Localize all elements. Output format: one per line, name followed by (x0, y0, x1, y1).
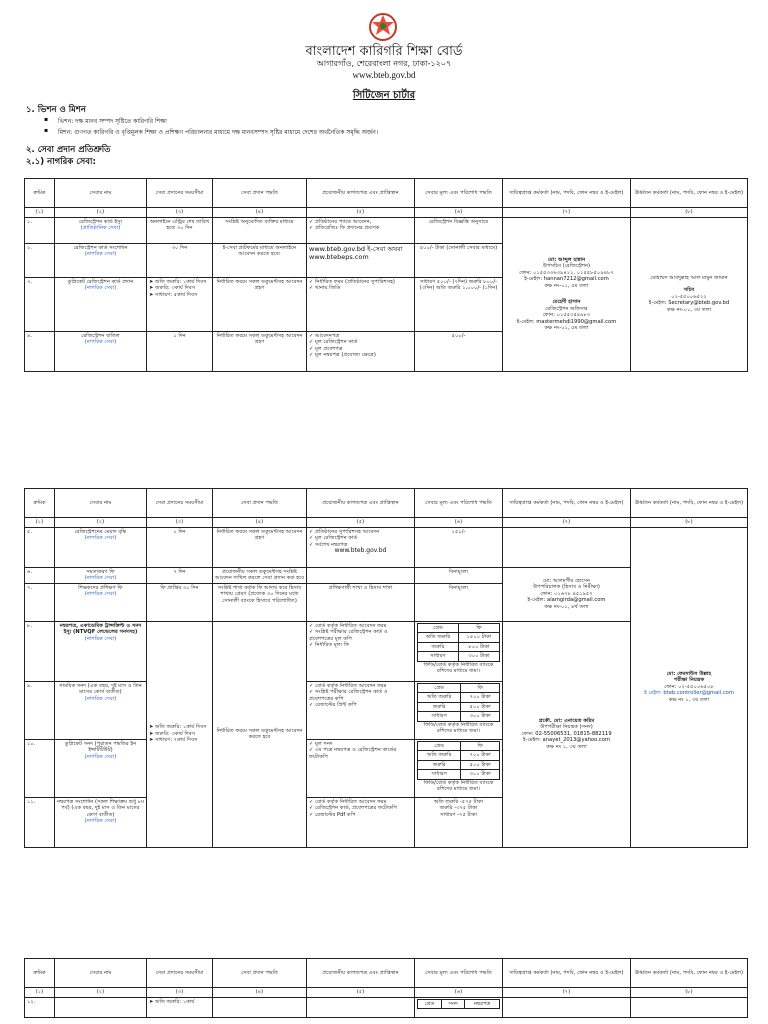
officer-cell-empty (503, 527, 631, 567)
col-number: (১) (25, 988, 55, 998)
fee-table (417, 623, 500, 662)
service-name: নম্বরপত্র সংশোধন (সকল শিক্ষাক্রম শুধু ৮ম পর্ব) (এক বছর, দুই মাস ও তিন মাসের কোর্স ব্যতীত) (57, 798, 144, 818)
officer-title: রেজিস্ট্রেশন অফিসার (545, 305, 588, 312)
doc-item: ✓ মূল প্রবেশপত্র (309, 346, 412, 353)
service-tag: (নাগরিক সেবা) (84, 285, 117, 291)
table-header-row (25, 959, 748, 988)
time-item: ➤ অতি জরুরি: ১কার্য দিবস (149, 724, 210, 731)
doc-item: ✓ সংশ্লিষ্ট পরীক্ষার রেজিস্ট্রেশন কার্ড ও প্রবেশপত্রের মূল কপি (309, 629, 412, 642)
officer-title: উপপরিচালক (হিসাব ও নিরীক্ষা) (533, 584, 600, 591)
fee-amount: ৫০০ টাকা (461, 702, 500, 712)
doc-item: ✓ বোর্ড কর্তৃক নির্ধারিত আবেদন ফরম (309, 799, 412, 806)
officer-phone: ফোন: 02-55006531, 01815-882119 (521, 730, 612, 737)
officer-title: উপপরীক্ষা নিয়ন্ত্রক (সনদ) (540, 724, 593, 731)
col-number: (৫) (307, 518, 415, 528)
fee-amount: ৩০০ টাকা (458, 652, 499, 662)
col-header: দায়িত্বপ্রাপ্ত কর্মকর্তা (নাম, পদবি, ফোন নম্বর ও ই-মেইল) (503, 489, 631, 518)
service-method: প্রয়োজনীয় সকল ডকুমেন্টসহ সংশ্লিষ্ট আবেদন দাখিল করলে সেবা প্রদান করা হবে (213, 567, 307, 583)
col-number: (৩) (147, 208, 213, 218)
doc-item: ✓ সর্বশেষ নম্বরপত্র (309, 542, 412, 549)
col-number: (১) (25, 208, 55, 218)
service-time: ফি প্রাপ্তির ৩০ দিন (147, 583, 213, 621)
service-name: শিক্ষকদের প্রশিক্ষণ ফি (78, 584, 123, 591)
officer-title: উপসচিব (রেজিস্ট্রেশন) (542, 263, 591, 269)
col-number: (৭) (503, 988, 631, 998)
service-tag: (নাগরিক সেবা) (84, 753, 117, 760)
col-number: (৭) (503, 208, 631, 218)
fee-head: ফি (458, 623, 499, 633)
charter-title: সিটিজেন চার্টার (352, 90, 416, 101)
col-number: (২) (55, 208, 147, 218)
row-no: ৬. (25, 567, 55, 583)
vision-heading: ১. ভিশন ও মিশন (26, 105, 87, 115)
fee-note: ফিডি/বোর্ড কর্তৃক নির্ধারিত ব্যাংকে রশিদের মাধ্যমে জমা। (423, 721, 494, 734)
fee-grade: অতি জরুরি (418, 751, 461, 761)
doc-item: ✓ নির্ধারিত ফরম (প্রতিষ্ঠানের সুপারিশসহ) (309, 279, 412, 286)
time-item: ➤ অতি জরুরি: ১কার্য (149, 999, 210, 1006)
doc-item: ✓ থানায় জিডি (309, 285, 412, 292)
mission-text: ▪ মিশন: গুণগত কারিগরি ও বৃত্তিমূলক শিক্ষা ও প্রশিক্ষণ পরিচালনার মাধ্যমে দক্ষ মানবসম্পদ সৃষ্টির মাধ্যমে দেশের অর্থনৈতিক সমৃদ্ধি অর্জন। (58, 127, 378, 138)
service-name: রেজিস্ট্রেশন কার্ড ইস্যু (78, 218, 123, 225)
doc-item: ✓ ৩য় পত্রে নম্বরপত্র ও রেজিস্ট্রেশন কার্ডের ফটোকপি (309, 747, 412, 760)
col-number: (৩) (147, 988, 213, 998)
service-tag: (নাগরিক সেবা) (84, 251, 117, 257)
vision-text: ▪ ভিশন: দক্ষ মানব সম্পদ সৃষ্টিতে কারিগরি শিক্ষা (58, 116, 167, 127)
service-fee: ১৫০/- (415, 527, 503, 567)
col-header: ক্রমিক (25, 179, 55, 208)
service-fee: সাধারণ ৫০০/- (৭দিন) জরুরি ৮০০/- (৩দিন) অতি জরুরি ১,০০০/- (১দিন) (415, 277, 503, 331)
col-header: সেবা প্রদান পদ্ধতি (213, 959, 307, 988)
service-fee: বিনামূল্যে (415, 583, 503, 621)
fee-amount: ৭০০ টাকা (461, 751, 500, 761)
fee-amount: ৫০০ টাকা (461, 760, 500, 770)
col-number: (৩) (147, 518, 213, 528)
table-header-row (25, 179, 748, 208)
services-table-2 (24, 488, 748, 848)
fee-grade: সাধারণ (418, 770, 461, 780)
doc-item: ✓ প্রতিরেজিঃ ফি প্রদানের প্রমাণক (309, 225, 412, 232)
officer-name: প্রকৌ. মো: এনায়েত করিম (538, 717, 595, 724)
fee-head: গ্রেড (418, 999, 442, 1009)
col-header: সেবার মূল্য এবং পরিশোধ পদ্ধতি (415, 179, 503, 208)
superior-phone: ০২-৫৫০০৬৫২২ (671, 293, 707, 300)
row-no: ১১. (25, 797, 55, 847)
col-header: সেবার মূল্য এবং পরিশোধ পদ্ধতি (415, 959, 503, 988)
service-time: অনলাইনে এন্ট্রির শেষ তারিখ হতে ৩০ দিন (147, 217, 213, 243)
superior-empty (631, 997, 748, 1017)
fee-grade: জরুরি (418, 642, 459, 652)
col-number: (৪) (213, 518, 307, 528)
service-tag: (নাগরিক সেবা) (84, 635, 117, 642)
fee-grade: অতি জরুরি (418, 633, 459, 643)
row-no: ৩. (25, 277, 55, 331)
service-fee: ৫০০/- (415, 331, 503, 371)
officer-email[interactable]: ই-মেইল: mastermehdi1990@gmail.com (516, 318, 617, 325)
officer-room: কক্ষ নং-০১, ৫ম তলা (544, 282, 589, 289)
row-no: ৪. (25, 331, 55, 371)
col-header: ঊর্ধ্বতন কর্মকর্তা (নাম, পদবি, ফোন নম্বর ও ই-মেইল) (631, 179, 748, 208)
fee-grade: জরুরি (418, 760, 461, 770)
service-tag: (নাগরিক সেবা) (84, 695, 117, 702)
superior-title: পরীক্ষা নিয়ন্ত্রক (673, 677, 705, 684)
doc-item: ✓ মূল নম্বরপত্র (প্রযোজ্য ক্ষেত্রে) (309, 352, 412, 359)
fee-line: অতি জরুরি -৫৭৫ টাকা (433, 798, 484, 805)
superior-name: মো: ফেরদাউস উল্লাহ (666, 670, 712, 677)
fee-grade: সাধারণ (418, 712, 461, 722)
service-time: ১ দিন (147, 527, 213, 567)
fee-amount: ৮০০ টাকা (458, 642, 499, 652)
col-header: সেবা প্রদানের সময়সীমা (147, 959, 213, 988)
row-no: ৫. (25, 527, 55, 567)
service-name-empty (55, 997, 147, 1017)
service-docs: প্রশিক্ষণার্থী শাখা ও হিসাব শাখা (307, 583, 415, 621)
superior-room: কক্ষ নং ১, ৩য় তলা (668, 696, 710, 703)
officer-room: কক্ষ নং-০১, ৫ম তলা (544, 325, 589, 331)
doc-item: ✓ বোর্ড কর্তৃক নির্ধারিত আবেদন ফরম (309, 623, 412, 630)
officer-name: মো: আলমগীর হোসেন (542, 577, 590, 584)
service-time: ১ দিন (147, 331, 213, 371)
service-tag: (নাগরিক সেবা) (84, 818, 117, 824)
col-header: প্রয়োজনীয় কাগজপত্র এবং প্রাপ্তিস্থান (307, 959, 415, 988)
org-name: বাংলাদেশ কারিগরি শিক্ষা বোর্ড (305, 44, 463, 59)
col-number: (৬) (415, 518, 503, 528)
col-header: সেবার মূল্য এবং পরিশোধ পদ্ধতি (415, 489, 503, 518)
services-heading: ২. সেবা প্রদান প্রতিশ্রুতি (26, 145, 111, 155)
doc-item: ✓ রেজিস্ট্রেশন কার্ড, প্রবেশপত্রের ফটোকপি (309, 805, 412, 812)
table-row (25, 997, 748, 1017)
services-subheading: ২.১) নাগরিক সেবা: (26, 157, 96, 167)
service-tag: (নাগরিক সেবা) (84, 591, 117, 597)
col-header: ক্রমিক (25, 959, 55, 988)
officer-name: মো: আব্দুল হান্নান (547, 256, 586, 263)
fee-table (417, 999, 500, 1010)
org-address: আগারগাঁও, শেরেবাংলা নগর, ঢাকা-১২০৭ (316, 59, 452, 68)
col-header: প্রয়োজনীয় কাগজপত্র এবং প্রাপ্তিস্থান (307, 179, 415, 208)
service-name: রেজিস্ট্রেশনের মেয়াদ বৃদ্ধি (74, 528, 127, 535)
col-header: দায়িত্বপ্রাপ্ত কর্মকর্তা (নাম, পদবি, ফোন নম্বর ও ই-মেইল) (503, 179, 631, 208)
fee-amount: ১৫০০ টাকা (458, 633, 499, 643)
services-table-3 (24, 958, 748, 1018)
doc-item: ✓ প্রতিষ্ঠানের প্যাডে আবেদন, (309, 219, 412, 226)
fee-head: নম্বরপত্র (465, 999, 500, 1009)
service-method: নির্ধারিত ফরমে সকল ডকুমেন্টসহ আবেদন গ্রহণ (213, 277, 307, 331)
col-number: (৬) (415, 208, 503, 218)
service-fee: রেজিস্ট্রেশন বিজ্ঞপ্তি অনুসারে (415, 217, 503, 243)
service-time: ৭ দিন (147, 567, 213, 583)
time-item: ➤ সাধারণ: ৭কার্য দিবস (149, 737, 210, 744)
col-header: প্রয়োজনীয় কাগজপত্র এবং প্রাপ্তিস্থান (307, 489, 415, 518)
doc-item: ✓ প্রতিষ্ঠানের সুপারিশসহ আবেদন (309, 529, 412, 536)
superior-phone: ফোন: ০২-৫৫০০৬৫০৮ (664, 683, 714, 690)
doc-item: ✓ রেজাল্টের প্রিন্ট কপি (309, 702, 412, 709)
officer-room: কক্ষ নং-০১, ৪র্থ তলা (544, 603, 589, 610)
service-tag: (নাগরিক সেবা) (84, 535, 117, 541)
service-name: রেজিস্ট্রেশন বাতিল (81, 332, 120, 339)
service-name: সাময়িক সনদ (এক বছর, দুই মাস ও তিন মাসের কোর্স ব্যতীত) (59, 682, 142, 695)
fee-head: গ্রেড (418, 623, 459, 633)
org-website[interactable]: www.bteb.gov.bd (352, 70, 416, 80)
col-header: সেবার নাম (55, 959, 147, 988)
col-number: (৮) (631, 208, 748, 218)
doc-item: ✓ মূল সনদ (309, 741, 412, 748)
service-name: নম্বরপত্র, একাডেমিক ট্রান্সক্রিপ্ট ও সনদ ইস্যু (NTVQF লেভেলের সনদসহ) (59, 622, 142, 635)
doc-item: ✓ নির্ধারিত মূল্য ফি (309, 642, 412, 649)
officer-phone: ফোন: ০১৫৫৩৫৪৯৮৩ (542, 312, 591, 318)
fee-amount: ৭০০ টাকা (461, 693, 500, 703)
row-no: ৮. (25, 621, 55, 681)
col-header: সেবা প্রদান পদ্ধতি (213, 489, 307, 518)
col-number: (২) (55, 988, 147, 998)
service-method: নির্ধারিত ফরমে সকল ডকুমেন্টসহ আবেদন করতে হবে (213, 621, 307, 847)
bteb-logo (368, 12, 398, 42)
fee-amount: ৩০০ টাকা (461, 712, 500, 722)
col-number: (৬) (415, 988, 503, 998)
service-method-empty (213, 997, 307, 1017)
service-name: রেজিস্ট্রেশন কার্ড সংশোধন (73, 244, 128, 251)
col-number: (৪) (213, 208, 307, 218)
col-number-row (25, 518, 748, 528)
row-no: ১. (25, 217, 55, 243)
docs-empty (307, 997, 415, 1017)
col-number: (৫) (307, 208, 415, 218)
service-docs[interactable]: www.bteb.gov.bd ই-সেবা অথবা www.btebeps.com (307, 243, 415, 277)
row-no: ২. (25, 243, 55, 277)
service-method: নির্ধারিত ফরমে সকল ডকুমেন্টসহ আবেদন গ্রহণ (213, 527, 307, 567)
superior-title: সচিব (683, 287, 695, 294)
time-item: ➤ অতি জরুরি: ১কার্য দিবস (149, 279, 210, 286)
fee-table (417, 741, 500, 780)
col-number: (৪) (213, 988, 307, 998)
service-method: ই-সেবা প্লাটফর্মের মাধ্যমে অনলাইনে আবেদন করতে হবে। (213, 243, 307, 277)
fee-head: গ্রেড (418, 683, 461, 693)
col-number: (৭) (503, 518, 631, 528)
superior-room: কক্ষ নং-০১, ৩য় তলা (666, 306, 712, 313)
col-header: সেবার নাম (55, 179, 147, 208)
table-header-row (25, 489, 748, 518)
superior-email[interactable]: ই মেইল: bteb.controller@gmail.com (644, 690, 734, 697)
fee-head: সনদ (442, 999, 465, 1009)
fee-grade: সাধারণ (418, 652, 459, 662)
table-row (25, 217, 748, 243)
officer-phone: ফোন: ০১৫৫৩৩৬৩৯৪২১, ০১৫৫৮৫০৯৪৮৭ (519, 269, 614, 276)
fee-head: গ্রেড (418, 741, 461, 751)
service-method: সংশ্লিষ্ট শাখা কর্তৃক ফি আদায় করে হিসাব শাখায় প্রেরণ (প্রত্যেক ৩০ দিনের মধ্যে সোনালী ব্যাংকে হিসাবে পরিশোধিত) (213, 583, 307, 621)
fee-head: ফি (461, 741, 500, 751)
col-number: (১) (25, 518, 55, 528)
row-no: ১২. (25, 997, 55, 1017)
col-header: সেবা প্রদান পদ্ধতি (213, 179, 307, 208)
service-time: ৩০ দিন (147, 243, 213, 277)
service-name: সমতাকরণ ফি (86, 568, 115, 575)
doc-item: ✓ মূল রেজিস্ট্রেশন কার্ড (309, 535, 412, 542)
fee-head: ফি (461, 683, 500, 693)
docs-empty (307, 567, 415, 583)
doc-item: ✓ আবেদনপত্র (309, 333, 412, 340)
service-fee: বিনামূল্যে (415, 567, 503, 583)
officer-room: কক্ষ নং ১, ৩য় তলা (546, 743, 587, 750)
time-item: ➤ জরুরি: ৩কার্য দিবস (149, 731, 210, 738)
officer-name: মেহেদী হাসান (552, 299, 581, 305)
superior-email[interactable]: ই-মেইল: Secretary@bteb.gov.bd (648, 300, 730, 307)
col-number: (৫) (307, 988, 415, 998)
row-no: ৯. (25, 681, 55, 739)
fee-note: ফিডি/বোর্ড কর্তৃক নির্ধারিত ব্যাংকে রশিদের মাধ্যমে জমা। (423, 779, 494, 792)
doc-item: ✓ সংশ্লিষ্ট পরীক্ষার রেজিস্ট্রেশন কার্ড ও প্রবেশপত্রের কপি (309, 689, 412, 702)
table-row (25, 527, 748, 567)
service-fee: ৫০০/- টাকা (সোনালী সেবার মাধ্যমে) (415, 243, 503, 277)
col-header: ক্রমিক (25, 489, 55, 518)
doc-item: ✓ বোর্ড কর্তৃক নির্ধারিত আবেদন ফরম (309, 683, 412, 690)
service-tag: (নাগরিক সেবা) (84, 575, 117, 581)
doc-item: ✓ রেজাল্টের Pdf কপি (309, 812, 412, 819)
fee-grade: অতি জরুরি (418, 693, 461, 703)
superior-name: মোহাম্মদ আবদুল্লাহ আল মামুন জামান (650, 274, 728, 281)
col-header: ঊর্ধ্বতন কর্মকর্তা (নাম, পদবি, ফোন নম্বর ও ই-মেইল) (631, 959, 748, 988)
col-header: সেবা প্রদানের সময়সীমা (147, 489, 213, 518)
col-number: (২) (55, 518, 147, 528)
officer-email[interactable]: ই-মেইল: hannan7212@gmail.com (524, 276, 609, 282)
fee-table (417, 683, 500, 722)
row-no: ৭. (25, 583, 55, 621)
col-header: ঊর্ধ্বতন কর্মকর্তা (নাম, পদবি, ফোন নম্বর ও ই-মেইল) (631, 489, 748, 518)
service-method: নির্ধারিত ফরমে সকল ডকুমেন্টসহ আবেদন গ্রহণ (213, 331, 307, 371)
doc-item: ✓ মূল রেজিস্ট্রেশন কার্ড (309, 339, 412, 346)
col-header: সেবা প্রদানের সময়সীমা (147, 179, 213, 208)
col-number: (৮) (631, 518, 748, 528)
service-method: সংশ্লিষ্ট অনুমোদিত ব্যক্তির মাধ্যমে (213, 217, 307, 243)
fee-line: সাধারণ -৭৫ টাকা (440, 811, 477, 818)
officer-email[interactable]: ই-মেইল: alamgirda@gmail.com (527, 597, 606, 604)
service-tag: (নাগরিক সেবা) (84, 339, 117, 345)
col-number: (৮) (631, 988, 748, 998)
col-number-row (25, 208, 748, 218)
doc-website[interactable]: www.bteb.gov.bd (334, 547, 387, 554)
service-name: ডুপ্লিকেট সনদ (পুরাতন পদ্ধতির ইন ইন্সটিটিউট) (64, 740, 137, 753)
fee-grade: জরুরি (418, 702, 461, 712)
col-header: দায়িত্বপ্রাপ্ত কর্মকর্তা (নাম, পদবি, ফোন নম্বর ও ই-মেইল) (503, 959, 631, 988)
officer-empty (503, 997, 631, 1017)
fee-note: ফিডি/বোর্ড কর্তৃক নির্ধারিত ব্যাংকে রশিদের মাধ্যমে জমা। (423, 661, 494, 674)
officer-email[interactable]: ই-মেইল: anayet_2013@yahoo.com (523, 737, 610, 744)
time-item: ➤ জরুরি: ৩কার্য দিবস (149, 285, 210, 292)
fee-line: জরুরি -৩৭৫ টাকা (439, 805, 478, 811)
services-table-1 (24, 178, 748, 372)
time-item: ➤ সাধারণ: ৫কার্য দিবস (149, 292, 210, 299)
service-name: ডুপ্লিকেট রেজিস্ট্রেশন কার্ড প্রদান (67, 278, 134, 285)
officer-phone: ফোন: ০১৬৭৮ ৪৫১৯৫৭ (540, 590, 593, 597)
fee-amount: ৩০০ টাকা (461, 770, 500, 780)
col-number-row (25, 988, 748, 998)
service-tag: (প্রাতিষ্ঠানিক সেবা) (80, 225, 121, 231)
row-no: ১০. (25, 739, 55, 797)
col-header: সেবার নাম (55, 489, 147, 518)
